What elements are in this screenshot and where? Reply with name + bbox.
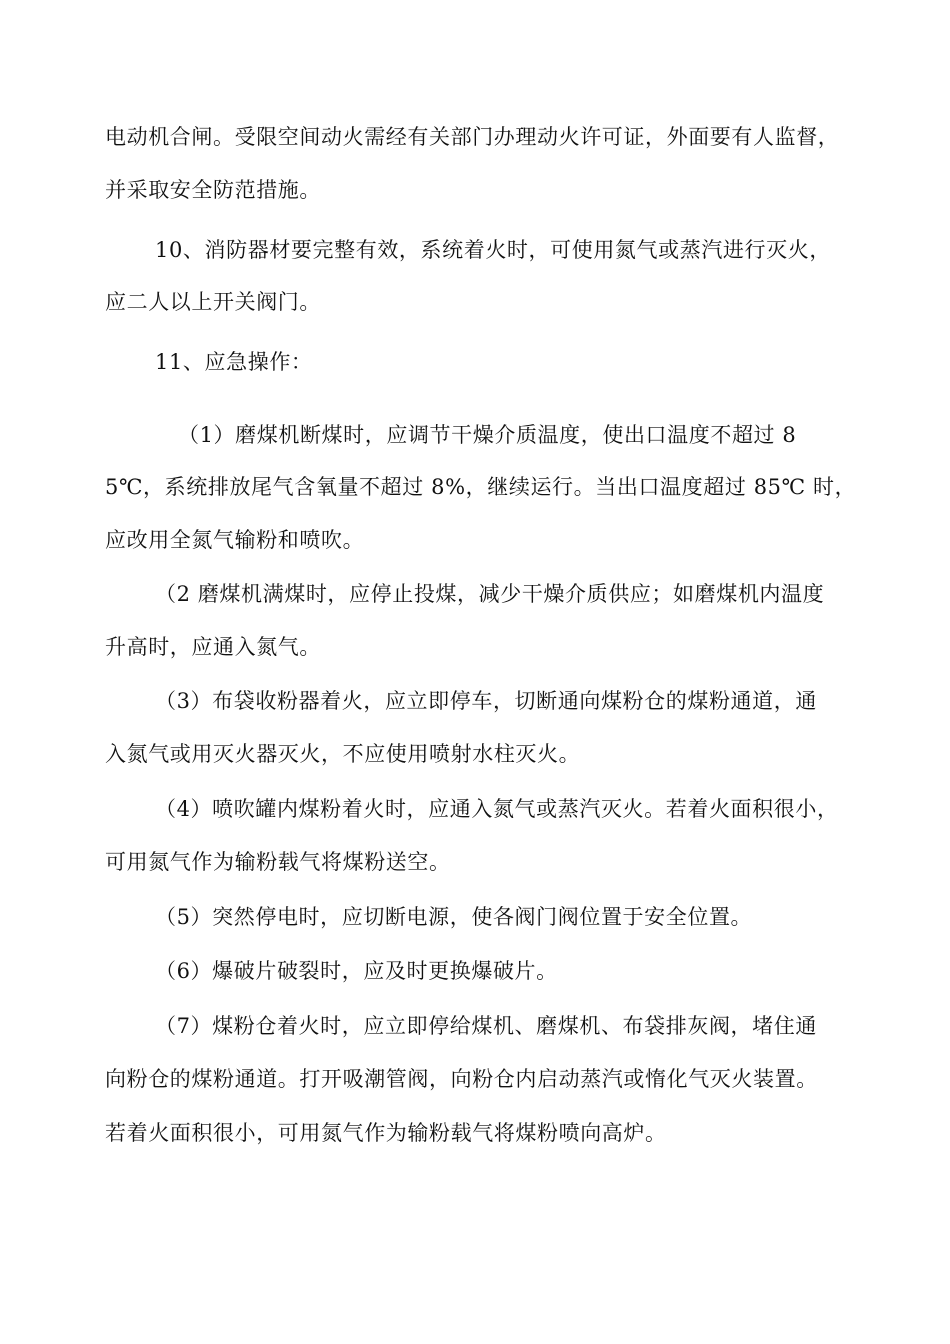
text-line: 10、消防器材要完整有效，系统着火时，可使用氮气或蒸汽进行灭火， — [155, 238, 831, 262]
text-line: 并采取安全防范措施。 — [105, 178, 321, 202]
text-line: 入氮气或用灭火器灭火，不应使用喷射水柱灭火。 — [105, 742, 581, 766]
text-line: （5）突然停电时，应切断电源，使各阀门阀位置于安全位置。 — [155, 905, 753, 929]
text-line: 5℃，系统排放尾气含氧量不超过 8%，继续运行。当出口温度超过 85℃ 时， — [105, 475, 857, 499]
text-line: （7）煤粉仓着火时，应立即停给煤机、磨煤机、布袋排灰阀，堵住通 — [155, 1014, 817, 1038]
text-line: 向粉仓的煤粉通道。打开吸潮管阀，向粉仓内启动蒸汽或惰化气灭火装置。 — [105, 1067, 818, 1091]
text-line: 升高时，应通入氮气。 — [105, 635, 321, 659]
text-line: （6）爆破片破裂时，应及时更换爆破片。 — [155, 959, 558, 983]
text-line: （2 磨煤机满煤时，应停止投煤，减少干燥介质供应；如磨煤机内温度 — [155, 582, 825, 606]
text-line: 若着火面积很小，可用氮气作为输粉载气将煤粉喷向高炉。 — [105, 1121, 667, 1145]
section-heading: 11、应急操作： — [155, 350, 313, 374]
text-line: 电动机合闸。受限空间动火需经有关部门办理动火许可证，外面要有人监督， — [105, 125, 840, 149]
text-line: 应二人以上开关阀门。 — [105, 290, 321, 314]
text-line: （1）磨煤机断煤时，应调节干燥介质温度，使出口温度不超过 8 — [178, 423, 797, 447]
text-line: （4）喷吹罐内煤粉着火时，应通入氮气或蒸汽灭火。若着火面积很小， — [155, 797, 839, 821]
text-line: 应改用全氮气输粉和喷吹。 — [105, 528, 365, 552]
text-line: 可用氮气作为输粉载气将煤粉送空。 — [105, 850, 451, 874]
text-line: （3）布袋收粉器着火，应立即停车，切断通向煤粉仓的煤粉通道，通 — [155, 689, 817, 713]
